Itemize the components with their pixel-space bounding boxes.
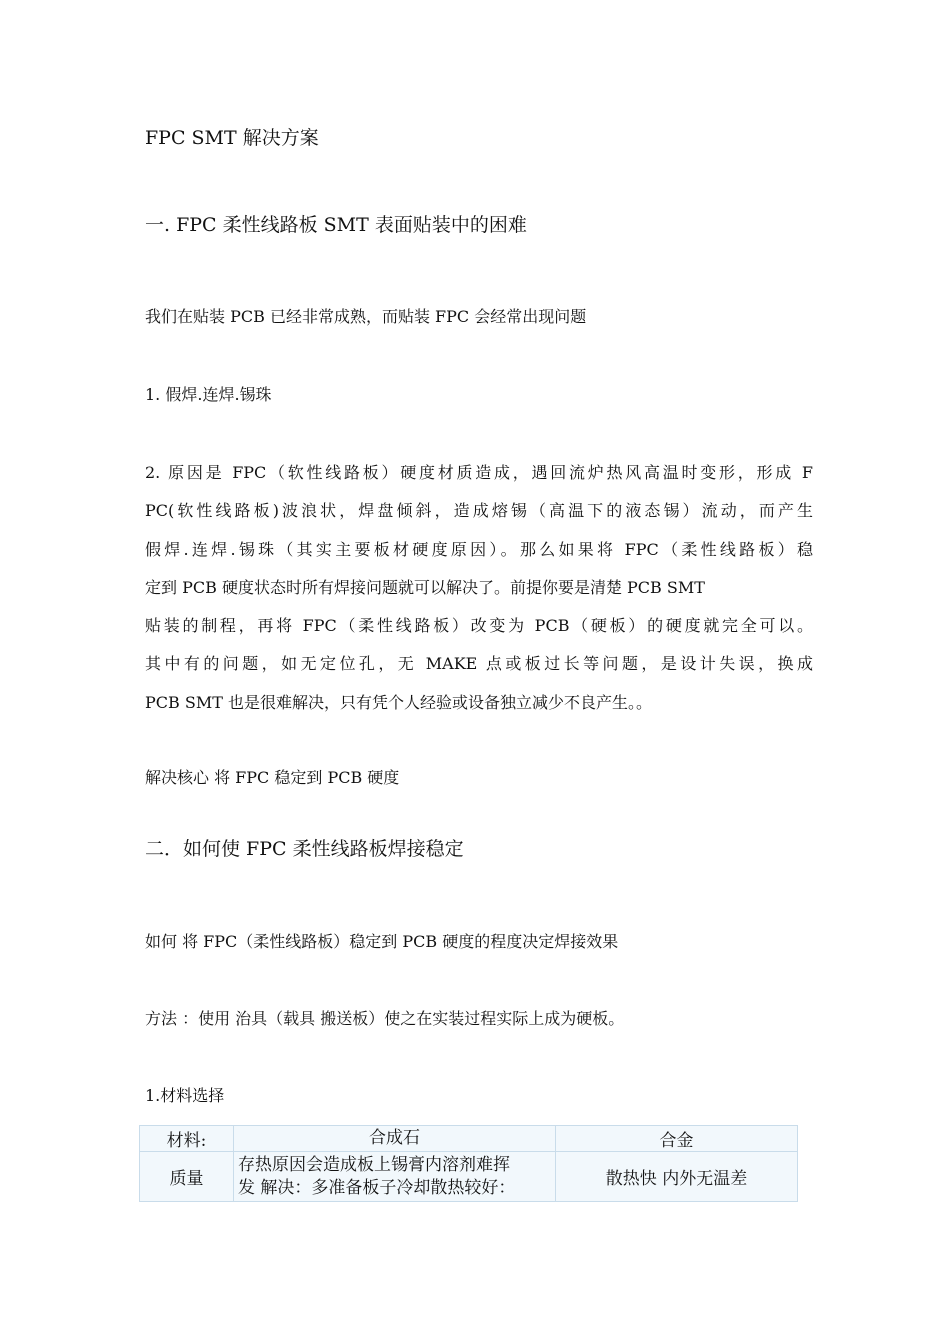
table-header-cell: 合金 <box>556 1126 798 1152</box>
list-item-2-paragraph <box>145 454 813 722</box>
document-title: FPC SMT 解决方案 <box>145 127 319 149</box>
section-2-method: 方法 ：使用 治具（载具 搬送板）使之在实装过程实际上成为硬板。 <box>145 1009 625 1028</box>
table-cell: 散热快 内外无温差 <box>556 1152 798 1202</box>
material-comparison-table <box>139 1125 798 1202</box>
table-cell: 质量 <box>140 1152 234 1202</box>
table-cell-line: 存热原因会造成板上锡膏内溶剂难挥 <box>238 1154 510 1175</box>
table-header-row <box>140 1126 798 1152</box>
paragraph-line: 2. 原因是 FPC（软性线路板）硬度材质造成，遇回流炉热风高温时变形，形成 F <box>145 463 813 482</box>
table-header-cell: 合成石 <box>234 1126 556 1152</box>
section-2-how: 如何 将 FPC（柔性线路板）稳定到 PCB 硬度的程度决定焊接效果 <box>145 932 619 951</box>
paragraph-line: 贴装的制程，再将 FPC（柔性线路板）改变为 PCB（硬板）的硬度就完全可以。 <box>145 616 813 636</box>
subsection-material-selection: 1.材料选择 <box>145 1086 225 1105</box>
solution-core: 解决核心 将 FPC 稳定到 PCB 硬度 <box>145 768 400 787</box>
paragraph-line: PC(软性线路板)波浪状，焊盘倾斜，造成熔锡（高温下的液态锡）流动，而产生 <box>145 501 813 521</box>
paragraph-line: 定到 PCB 硬度状态时所有焊接问题就可以解决了。前提你要是清楚 PCB SMT <box>145 577 705 597</box>
paragraph-line: PCB SMT 也是很难解决，只有凭个人经验或设备独立减少不良产生。。 <box>145 692 652 712</box>
section-2-heading: 二．如何使 FPC 柔性线路板焊接稳定 <box>145 838 464 860</box>
list-item-1: 1. 假焊.连焊.锡珠 <box>145 385 272 404</box>
table-header-cell: 材料: <box>140 1126 234 1152</box>
section-1-intro: 我们在贴装 PCB 已经非常成熟，而贴装 FPC 会经常出现问题 <box>145 307 587 326</box>
paragraph-line: 假焊.连焊.锡珠（其实主要板材硬度原因）。那么如果将 FPC（柔性线路板）稳 <box>145 539 813 559</box>
table-row <box>140 1152 798 1202</box>
paragraph-line: 其中有的问题，如无定位孔，无 MAKE 点或板过长等问题，是设计失误，换成 <box>145 654 813 674</box>
table-cell <box>234 1152 556 1202</box>
table-cell-line: 发 解决：多准备板子冷却散热较好： <box>238 1177 516 1198</box>
section-1-heading: 一. FPC 柔性线路板 SMT 表面贴装中的困难 <box>145 214 527 236</box>
